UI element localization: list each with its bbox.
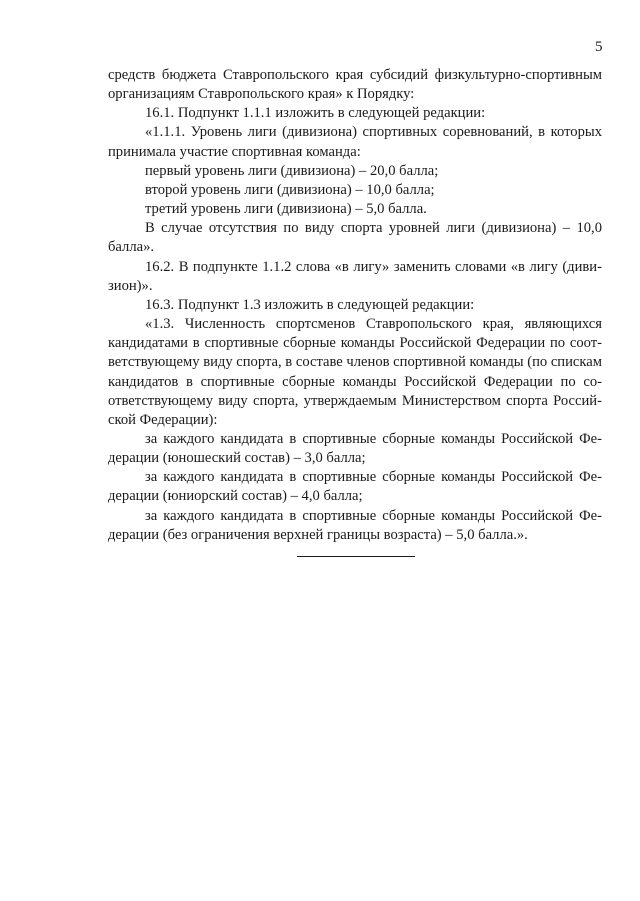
paragraph-continuation: средств бюджета Ставропольского края субсидий физкультурно-спортивным организациям Ставропольского края» к Порядку: [108, 67, 602, 103]
document-body [108, 66, 602, 545]
paragraph-16-3-heading: 16.3. Подпункт 1.3 изложить в следующей редакции: [145, 296, 475, 313]
list-item-unlimited-age: за каждого кандидата в спортивные сборные команды Российской Федерации (без ограничения верхней границы возраста) – 5,0 балла.». [108, 507, 602, 543]
paragraph-16-2: 16.2. В подпункте 1.1.2 слова «в лигу» заменить словами «в лигу (дивизион)». [108, 258, 602, 294]
list-item-level-3: третий уровень лиги (дивизиона) – 5,0 балла. [145, 201, 427, 218]
list-item-youth: за каждого кандидата в спортивные сборные команды Российской Федерации (юношеский состав) – 3,0 балла; [108, 430, 602, 467]
paragraph-16-1-heading: 16.1. Подпункт 1.1.1 изложить в следующей редакции: [145, 105, 486, 122]
list-item-level-1: первый уровень лиги (дивизиона) – 20,0 балла; [145, 162, 439, 179]
page-number: 5 [595, 39, 603, 55]
paragraph-1-1-1-intro: «1.1.1. Уровень лиги (дивизиона) спортивных соревнований, в которых принимала участие спортивная команда: [108, 124, 602, 160]
list-item-junior: за каждого кандидата в спортивные сборные команды Российской Федерации (юниорский состав) – 4,0 балла; [108, 469, 602, 505]
closing-divider-line [297, 556, 415, 557]
list-item-level-2: второй уровень лиги (дивизиона) – 10,0 балла; [145, 181, 435, 198]
paragraph-no-levels-case: В случае отсутствия по виду спорта уровней лиги (дивизиона) – 10,0 балла». [108, 220, 602, 256]
paragraph-1-3-intro: «1.3. Численность спортсменов Ставропольского края, являющихся кандидатами в спортивные сборные команды Российской Федерации по соответствующему виду спорта, в составе членов спортивной команды (по спискам кандидатов в спортивные сборные команды Российской Федерации по соответствующему виду спорта, утверждаемым Министерством спорта Российской Федерации): [108, 316, 602, 428]
